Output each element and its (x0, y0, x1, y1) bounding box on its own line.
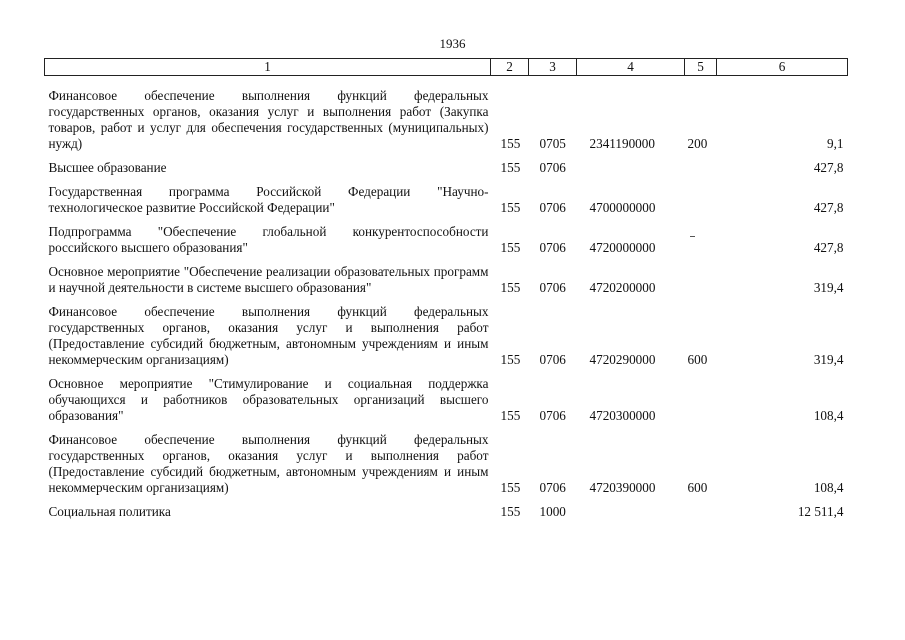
row-gr-code: 155 (500, 280, 521, 295)
row-name: Финансовое обеспечение выполнения функций федеральных государственных органов, оказания услуг и выполнения работ (Предоставление субсидий бюджетным, автономным учреждениям и иным некоммерческим организациям) (48, 432, 489, 495)
table-row (45, 376, 848, 432)
row-sum: 108,4 (813, 480, 844, 495)
row-rz-code: 1000 (539, 504, 566, 519)
row-vr-code: 200 (687, 136, 708, 151)
budget-table (44, 58, 848, 528)
header-col-5: 5 (685, 59, 717, 76)
table-row (45, 504, 848, 528)
row-csr-code (577, 504, 685, 528)
row-sum: 427,8 (813, 240, 844, 255)
row-vr-code (685, 376, 717, 432)
row-gr-code: 155 (500, 240, 521, 255)
table-header (45, 59, 848, 76)
table-row (45, 160, 848, 184)
row-vr-code (685, 224, 717, 264)
row-csr-code: 4720000000 (589, 240, 656, 255)
header-row (45, 59, 848, 76)
row-csr-code (577, 160, 685, 184)
table-row (45, 432, 848, 504)
row-sum: 319,4 (813, 352, 844, 367)
row-rz-code: 0706 (539, 240, 566, 255)
row-sum: 108,4 (813, 408, 844, 423)
row-csr-code: 4720290000 (589, 352, 656, 367)
row-name: Государственная программа Российской Федерации "Научно-технологическое развитие Российской Федерации" (48, 184, 489, 215)
row-sum: 427,8 (813, 200, 844, 215)
header-col-6: 6 (717, 59, 848, 76)
row-name: Высшее образование (48, 160, 167, 175)
row-csr-code: 2341190000 (589, 136, 655, 151)
row-csr-code: 4700000000 (589, 200, 656, 215)
row-name: Социальная политика (48, 504, 171, 519)
row-rz-code: 0706 (539, 160, 566, 175)
table-row (45, 264, 848, 304)
table-row (45, 224, 848, 264)
row-vr-code (685, 160, 717, 184)
row-sum: 9,1 (827, 136, 844, 151)
table-body (45, 76, 848, 529)
table-row (45, 304, 848, 376)
row-sum: 319,4 (813, 280, 844, 295)
row-gr-code: 155 (500, 408, 521, 423)
page-number: 1936 (439, 36, 466, 51)
row-vr-code (685, 264, 717, 304)
row-vr-code: 600 (687, 352, 708, 367)
row-gr-code: 155 (500, 136, 521, 151)
header-col-1: 1 (45, 59, 491, 76)
row-name: Основное мероприятие "Стимулирование и социальная поддержка обучающихся и работников образовательных организаций высшего образования" (48, 376, 489, 423)
row-rz-code: 0706 (539, 480, 566, 495)
row-rz-code: 0706 (539, 200, 566, 215)
row-rz-code: 0706 (539, 352, 566, 367)
row-rz-code: 0706 (539, 280, 566, 295)
header-spacer (45, 76, 848, 89)
row-sum: 427,8 (813, 160, 844, 175)
scan-mark (690, 236, 695, 237)
row-gr-code: 155 (500, 352, 521, 367)
row-vr-code (685, 504, 717, 528)
row-name: Подпрограмма "Обеспечение глобальной конкурентоспособности российского высшего образования" (48, 224, 489, 255)
row-name: Финансовое обеспечение выполнения функций федеральных государственных органов, оказания услуг и выполнения работ (Предоставление субсидий бюджетным, автономным учреждениям и иным некоммерческим организациям) (48, 304, 489, 367)
row-gr-code: 155 (500, 480, 521, 495)
header-col-2: 2 (491, 59, 529, 76)
row-gr-code: 155 (500, 504, 521, 519)
header-col-3: 3 (529, 59, 577, 76)
row-name: Основное мероприятие "Обеспечение реализации образовательных программ и научной деятельности в системе высшего образования" (48, 264, 489, 295)
table-row (45, 184, 848, 224)
row-csr-code: 4720300000 (589, 408, 656, 423)
header-col-4: 4 (577, 59, 685, 76)
row-rz-code: 0706 (539, 408, 566, 423)
row-gr-code: 155 (500, 160, 521, 175)
row-vr-code: 600 (687, 480, 708, 495)
row-name: Финансовое обеспечение выполнения функций федеральных государственных органов, оказания услуг и выполнения работ (Закупка товаров, работ и услуг для обеспечения государственных (муниципальных) нужд) (48, 88, 489, 151)
row-vr-code (685, 184, 717, 224)
row-csr-code: 4720200000 (589, 280, 656, 295)
row-csr-code: 4720390000 (589, 480, 656, 495)
row-sum: 12 511,4 (797, 504, 844, 519)
row-rz-code: 0705 (539, 136, 566, 151)
table-row (45, 88, 848, 160)
row-gr-code: 155 (500, 200, 521, 215)
